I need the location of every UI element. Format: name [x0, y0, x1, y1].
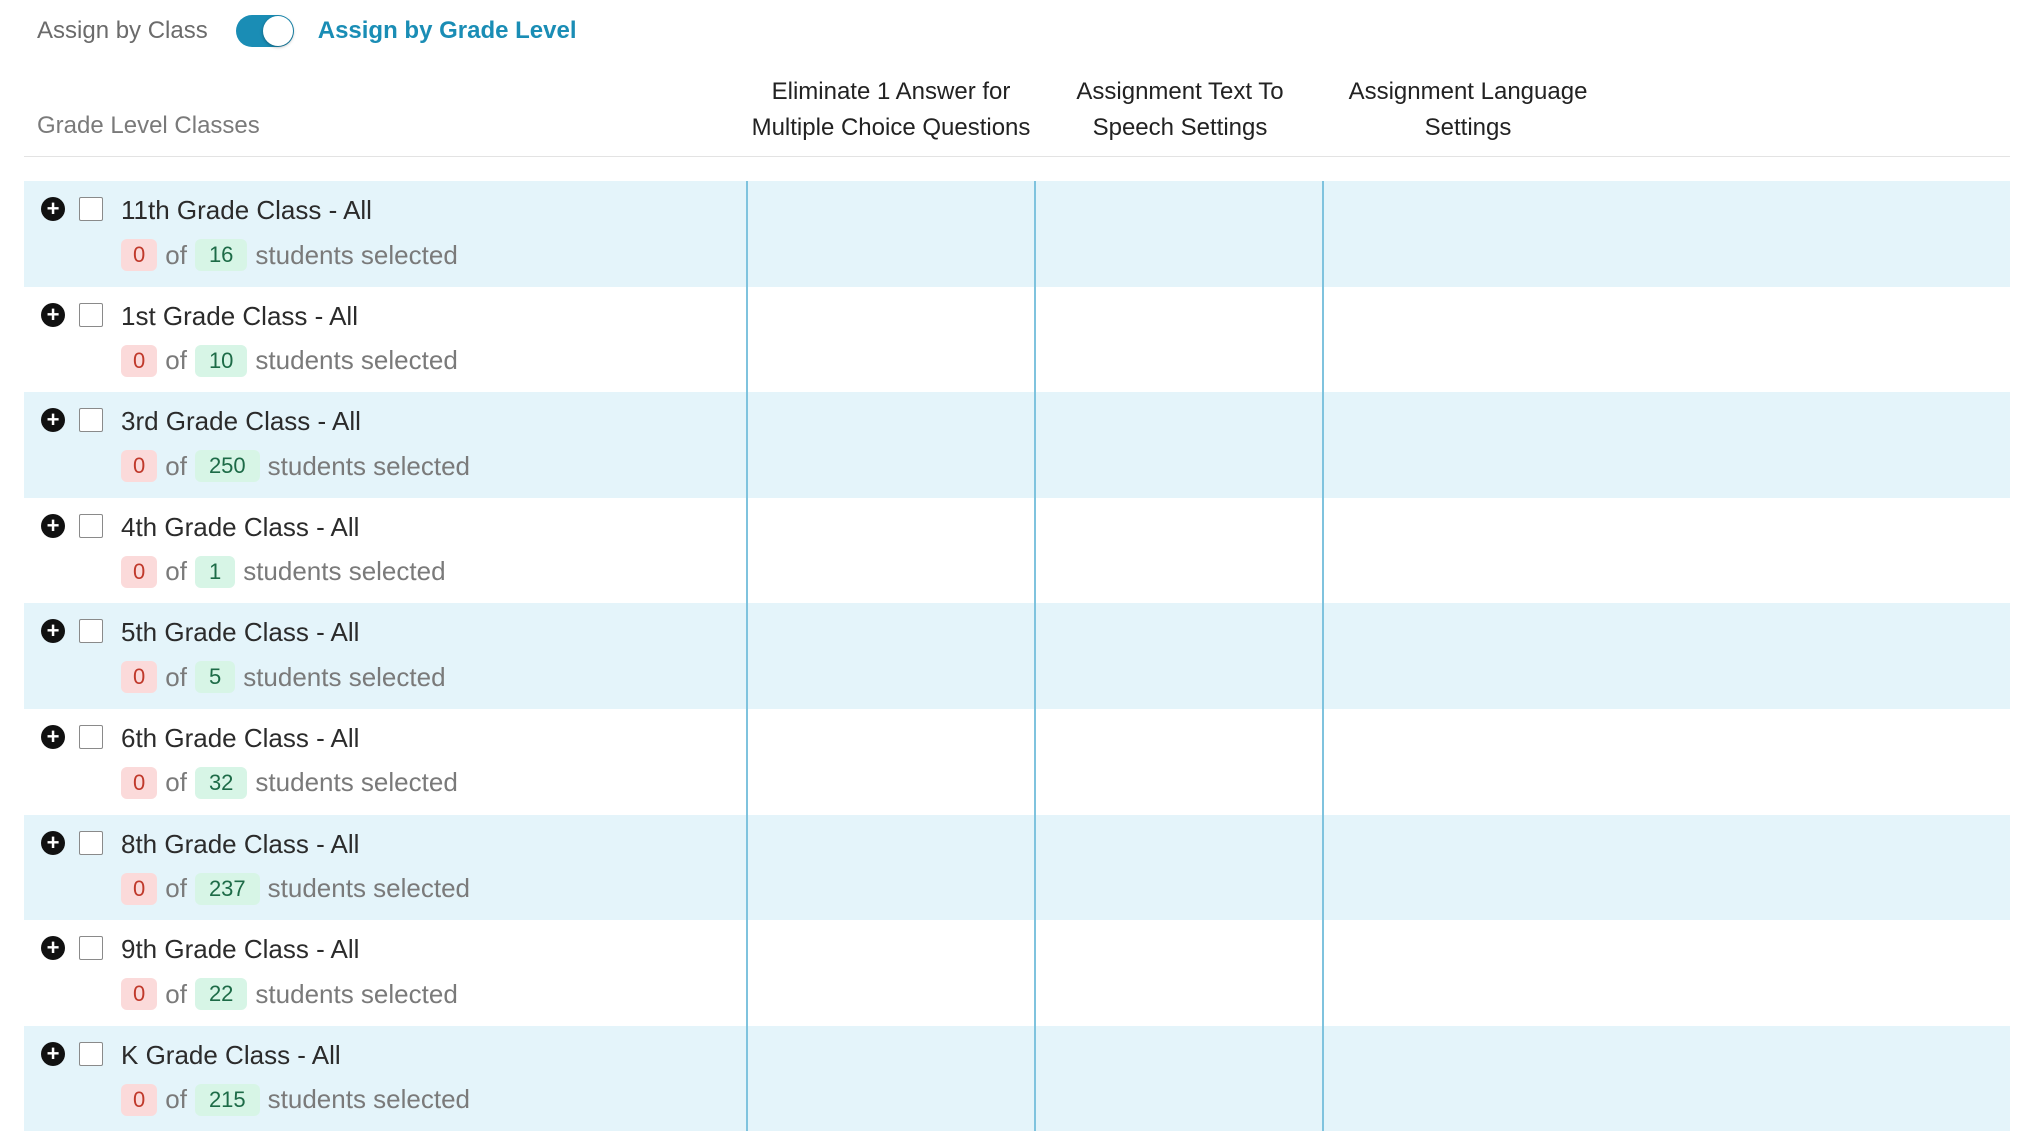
total-count-badge: 16	[195, 239, 247, 271]
total-count-badge: 5	[195, 661, 235, 693]
header-eliminate-answer	[745, 74, 1037, 146]
students-selected-label: students selected	[243, 556, 446, 587]
row-checkbox[interactable]	[79, 408, 103, 432]
table-row	[24, 920, 2010, 1026]
header-text-to-speech-line1: Assignment Text To	[1076, 78, 1284, 105]
class-name: 3rd Grade Class - All	[121, 406, 361, 437]
of-label: of	[165, 345, 187, 376]
table-row	[24, 1026, 2010, 1131]
selection-summary	[121, 659, 446, 695]
selected-count-badge: 0	[121, 1084, 157, 1116]
class-name: 4th Grade Class - All	[121, 511, 360, 542]
of-label: of	[165, 661, 187, 692]
class-name: K Grade Class - All	[121, 1039, 341, 1070]
table-row	[24, 181, 2010, 287]
selected-count-badge: 0	[121, 450, 157, 482]
of-label: of	[165, 556, 187, 587]
selection-summary	[121, 976, 458, 1012]
of-label: of	[165, 1084, 187, 1115]
expand-plus-icon[interactable]: +	[41, 303, 65, 327]
row-checkbox[interactable]	[79, 725, 103, 749]
class-name: 1st Grade Class - All	[121, 300, 358, 331]
class-name: 8th Grade Class - All	[121, 828, 360, 859]
assign-by-grade-level-label[interactable]: Assign by Grade Level	[317, 17, 577, 44]
header-language-settings-line1: Assignment Language	[1348, 78, 1588, 105]
column-divider	[746, 181, 748, 1131]
of-label: of	[165, 239, 187, 270]
header-grade-level-classes: Grade Level Classes	[37, 112, 260, 139]
table-row	[24, 498, 2010, 604]
selection-summary	[121, 871, 470, 907]
header-language-settings	[1322, 74, 1614, 146]
selected-count-badge: 0	[121, 345, 157, 377]
selection-summary	[121, 448, 470, 484]
students-selected-label: students selected	[243, 661, 446, 692]
expand-plus-icon[interactable]: +	[41, 831, 65, 855]
class-name: 6th Grade Class - All	[121, 722, 360, 753]
expand-plus-icon[interactable]: +	[41, 408, 65, 432]
table-row	[24, 603, 2010, 709]
selection-summary	[121, 554, 446, 590]
assign-by-class-label[interactable]: Assign by Class	[37, 17, 208, 44]
students-selected-label: students selected	[255, 345, 458, 376]
row-checkbox[interactable]	[79, 303, 103, 327]
row-checkbox[interactable]	[79, 619, 103, 643]
row-checkbox[interactable]	[79, 1042, 103, 1066]
selected-count-badge: 0	[121, 556, 157, 588]
grade-level-classes-table	[24, 181, 2010, 1131]
selected-count-badge: 0	[121, 767, 157, 799]
switch-knob	[263, 16, 293, 46]
table-row	[24, 392, 2010, 498]
students-selected-label: students selected	[267, 450, 471, 481]
of-label: of	[165, 978, 187, 1009]
students-selected-label: students selected	[255, 239, 458, 270]
selected-count-badge: 0	[121, 978, 157, 1010]
of-label: of	[165, 450, 187, 481]
total-count-badge: 1	[195, 556, 235, 588]
students-selected-label: students selected	[267, 873, 471, 904]
total-count-badge: 22	[195, 978, 247, 1010]
selected-count-badge: 0	[121, 239, 157, 271]
expand-plus-icon[interactable]: +	[41, 619, 65, 643]
class-name: 5th Grade Class - All	[121, 617, 360, 648]
expand-plus-icon[interactable]: +	[41, 725, 65, 749]
header-text-to-speech-line2: Speech Settings	[1092, 114, 1268, 141]
selection-summary	[121, 765, 458, 801]
assign-mode-toggle-bar	[37, 14, 577, 48]
column-divider	[1322, 181, 1324, 1131]
expand-plus-icon[interactable]: +	[41, 514, 65, 538]
table-row	[24, 709, 2010, 815]
total-count-badge: 250	[195, 450, 260, 482]
table-row	[24, 287, 2010, 393]
table-row	[24, 815, 2010, 921]
selected-count-badge: 0	[121, 873, 157, 905]
expand-plus-icon[interactable]: +	[41, 197, 65, 221]
header-language-settings-line2: Settings	[1424, 114, 1512, 141]
column-divider	[1034, 181, 1036, 1131]
class-name: 9th Grade Class - All	[121, 934, 360, 965]
row-checkbox[interactable]	[79, 197, 103, 221]
total-count-badge: 237	[195, 873, 260, 905]
selected-count-badge: 0	[121, 661, 157, 693]
header-text-to-speech	[1034, 74, 1326, 146]
header-eliminate-answer-line1: Eliminate 1 Answer for	[771, 78, 1011, 105]
header-eliminate-answer-line2: Multiple Choice Questions	[751, 114, 1031, 141]
total-count-badge: 10	[195, 345, 247, 377]
selection-summary	[121, 237, 458, 273]
row-checkbox[interactable]	[79, 831, 103, 855]
total-count-badge: 215	[195, 1084, 260, 1116]
selection-summary	[121, 343, 458, 379]
expand-plus-icon[interactable]: +	[41, 1042, 65, 1066]
students-selected-label: students selected	[255, 978, 458, 1009]
row-checkbox[interactable]	[79, 514, 103, 538]
students-selected-label: students selected	[255, 767, 458, 798]
row-checkbox[interactable]	[79, 936, 103, 960]
class-name: 11th Grade Class - All	[121, 195, 372, 225]
expand-plus-icon[interactable]: +	[41, 936, 65, 960]
of-label: of	[165, 767, 187, 798]
header-divider	[24, 156, 2010, 157]
selection-summary	[121, 1082, 470, 1118]
students-selected-label: students selected	[267, 1084, 471, 1115]
of-label: of	[165, 873, 187, 904]
total-count-badge: 32	[195, 767, 247, 799]
assign-mode-switch[interactable]	[236, 15, 294, 47]
